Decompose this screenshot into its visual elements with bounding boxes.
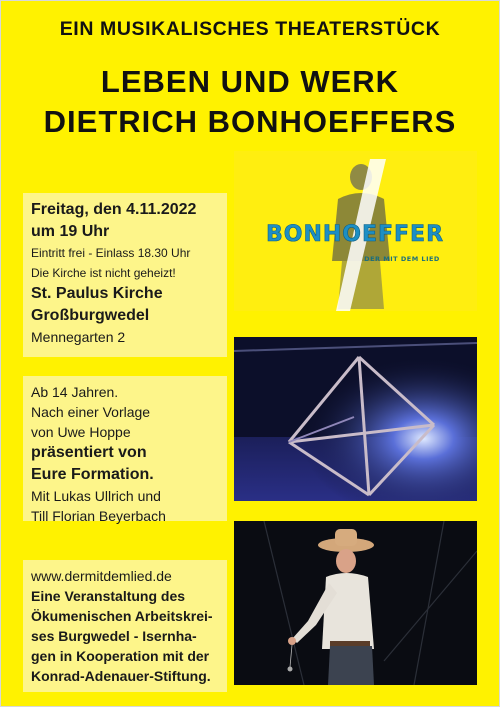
organizer-line-2: Ökumenischen Arbeitskrei- — [31, 608, 213, 624]
cast-line-2: Till Florian Beyerbach — [31, 508, 166, 524]
organizer-line-4: gen in Kooperation mit der — [31, 648, 210, 664]
event-admission: Eintritt frei - Einlass 18.30 Uhr — [31, 246, 191, 260]
website-link[interactable]: www.dermitdemlied.de — [31, 568, 172, 584]
organizer-line-3: ses Burgwedel - Isernha- — [31, 628, 197, 644]
organizer-line-5: Konrad-Adenauer-Stiftung. — [31, 668, 211, 684]
logo-wordmark: BONHOEFFER — [265, 222, 445, 247]
event-date: Freitag, den 4.11.2022 — [31, 201, 197, 218]
event-info-box — [23, 193, 227, 357]
stage-frame-photo — [234, 337, 477, 501]
bonhoeffer-logo-image — [234, 151, 477, 311]
venue-address: Mennegarten 2 — [31, 329, 126, 345]
credits-box — [23, 376, 227, 524]
event-heating-note: Die Kirche ist nicht geheizt! — [31, 266, 176, 280]
venue-city: Großburgwedel — [31, 307, 150, 324]
age-rating: Ab 14 Jahren. — [31, 384, 119, 400]
presented-line-1: präsentiert von — [31, 444, 147, 461]
venue-name: St. Paulus Kirche — [31, 285, 163, 302]
poster-subtitle: EIN MUSIKALISCHES THEATERSTÜCK — [59, 18, 441, 40]
title-line-1: LEBEN UND WERK — [100, 64, 400, 99]
poster-title — [0, 62, 500, 142]
title-line-2: DIETRICH BONHOEFFERS — [43, 104, 457, 139]
presented-line-2: Eure Formation. — [31, 466, 154, 483]
logo-tagline: DER MIT DEM LIED — [364, 255, 440, 263]
cast-line-1: Mit Lukas Ullrich und — [31, 488, 161, 504]
organizer-box — [23, 560, 227, 692]
performer-photo — [234, 521, 477, 685]
source-line-2: von Uwe Hoppe — [31, 424, 131, 440]
source-line-1: Nach einer Vorlage — [31, 404, 151, 420]
event-time: um 19 Uhr — [31, 223, 110, 240]
organizer-line-1: Eine Veranstaltung des — [31, 588, 186, 604]
